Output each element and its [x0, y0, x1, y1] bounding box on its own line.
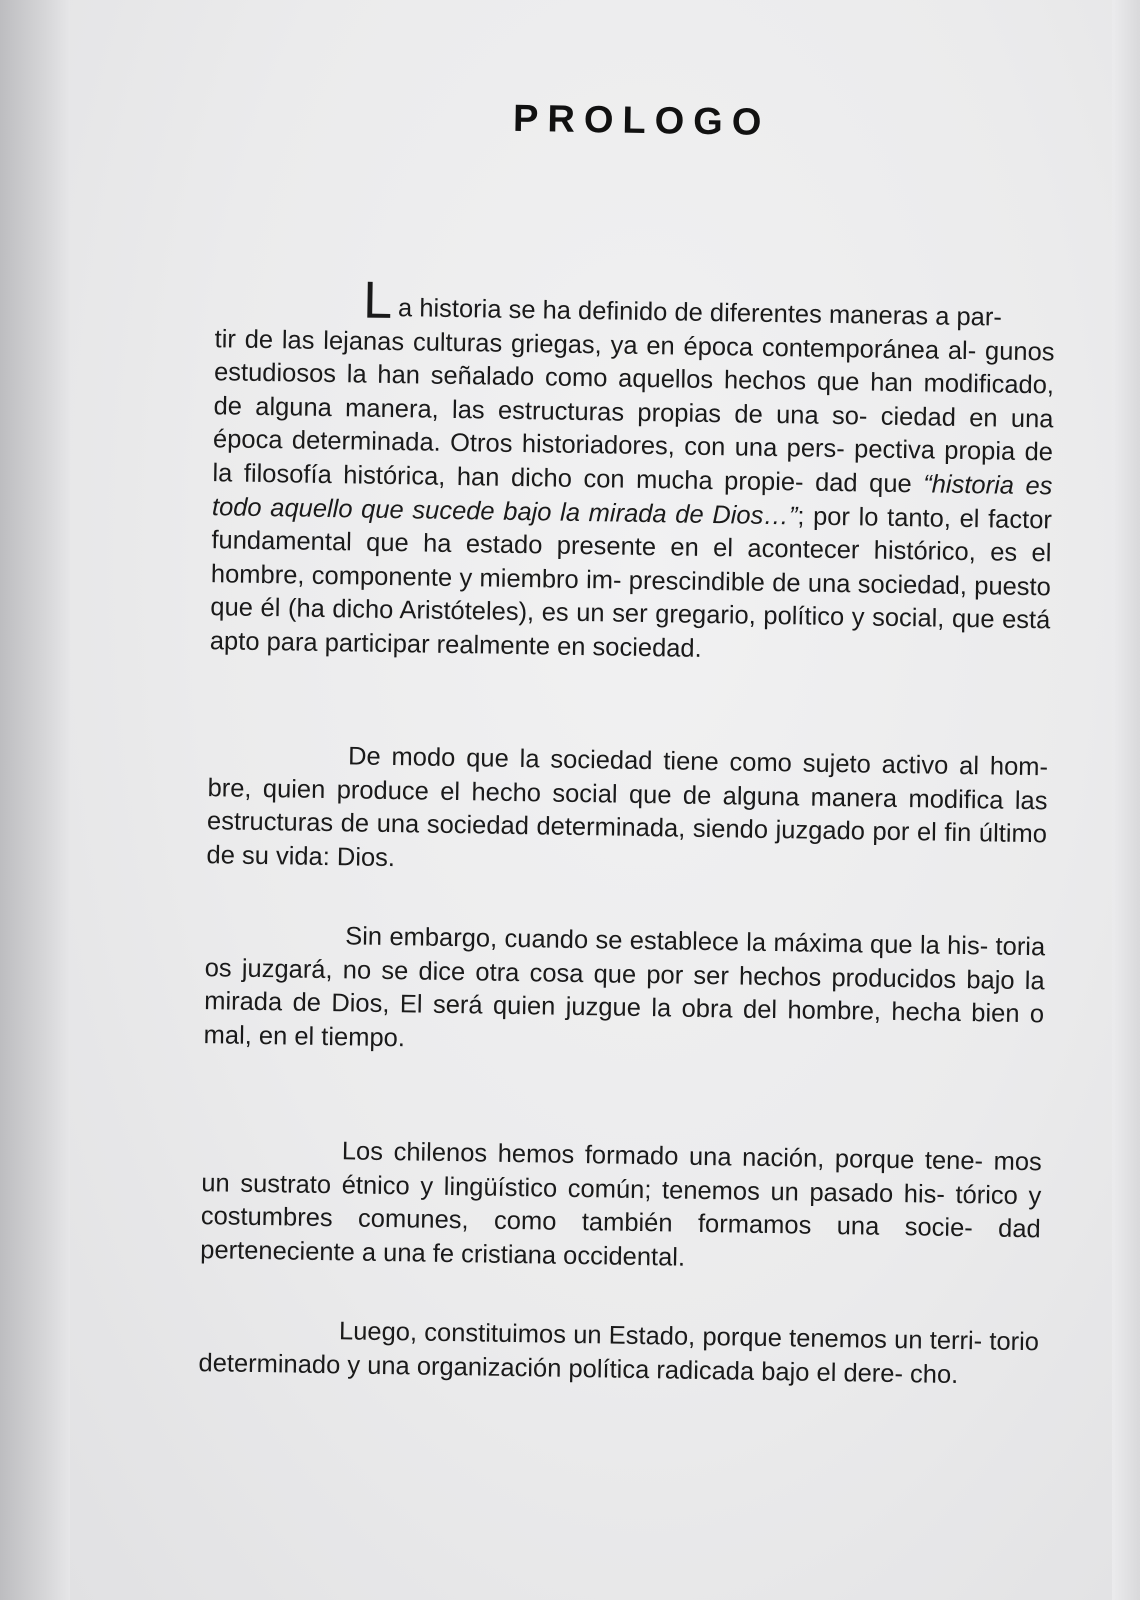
- paragraph-1-body: tir de las lejanas culturas griegas, ya en época contemporánea al- gunos estudiosos la han señalado como aquellos hechos que han modificado, de alguna manera, las estructuras propias de una so- ciedad en una época determinada. Otros historiadores, con una pers- pectiva propia de la filosofía histórica, han dicho con mucha propie- dad que: [212, 324, 1055, 499]
- paragraph-1: [209, 271, 1056, 672]
- page-right-edge: [1112, 0, 1140, 1600]
- paragraph-4: [200, 1133, 1042, 1281]
- paragraph-5: [198, 1313, 1039, 1393]
- page-content: [198, 0, 1080, 1389]
- indent: [199, 1337, 339, 1339]
- paragraph-1-quote: “historia es todo aquello que sucede bajo la mirada de Dios…”: [211, 470, 1053, 530]
- paragraph-1-opening: a historia se ha definido de diferentes maneras a par-: [397, 294, 1003, 332]
- paragraph-1-ending: ; por lo tanto, el factor fundamental que ha estado presente en el acontecer histórico, es el hombre, componente y miembro im- prescindible de una sociedad, puesto que él (ha dicho Aristóteles), es un ser gregario, político y social, que está apto para participar realmente en sociedad.: [209, 501, 1053, 663]
- paragraph-3-text: Sin embargo, cuando se establece la máxima que la his- toria os juzgará, no se dice otra cosa que por ser hechos producidos bajo la mirada de Dios, El será quien juzgue la obra del hombre, hecha bien o mal, en el tiempo.: [203, 922, 1046, 1053]
- indent: [205, 942, 345, 944]
- paragraph-2: [206, 738, 1048, 886]
- paragraph-3: [203, 918, 1045, 1066]
- indent: [202, 1157, 342, 1159]
- indent: [208, 762, 348, 764]
- drop-cap: L: [362, 271, 393, 330]
- book-page: [70, 0, 1112, 1600]
- page-title: PROLOGO: [512, 97, 771, 144]
- paragraph-5-text: Luego, constituimos un Estado, porque tenemos un terri- torio determinado y una organización política radicada bajo el dere- cho.: [198, 1317, 1040, 1389]
- book-spine-shadow: [0, 0, 70, 1600]
- paragraph-4-text: Los chilenos hemos formado una nación, porque tene- mos un sustrato étnico y lingüístico común; tenemos un pasado his- tórico y costumbres comunes, como también formamos una socie- dad perteneciente a una fe cristiana occidental.: [200, 1137, 1043, 1272]
- paragraph-2-text: De modo que la sociedad tiene como sujeto activo al hom- bre, quien produce el hecho social que de alguna manera modifica las estructuras de una sociedad determinada, siendo juzgado por el fin último de su vida: Dios.: [206, 742, 1049, 872]
